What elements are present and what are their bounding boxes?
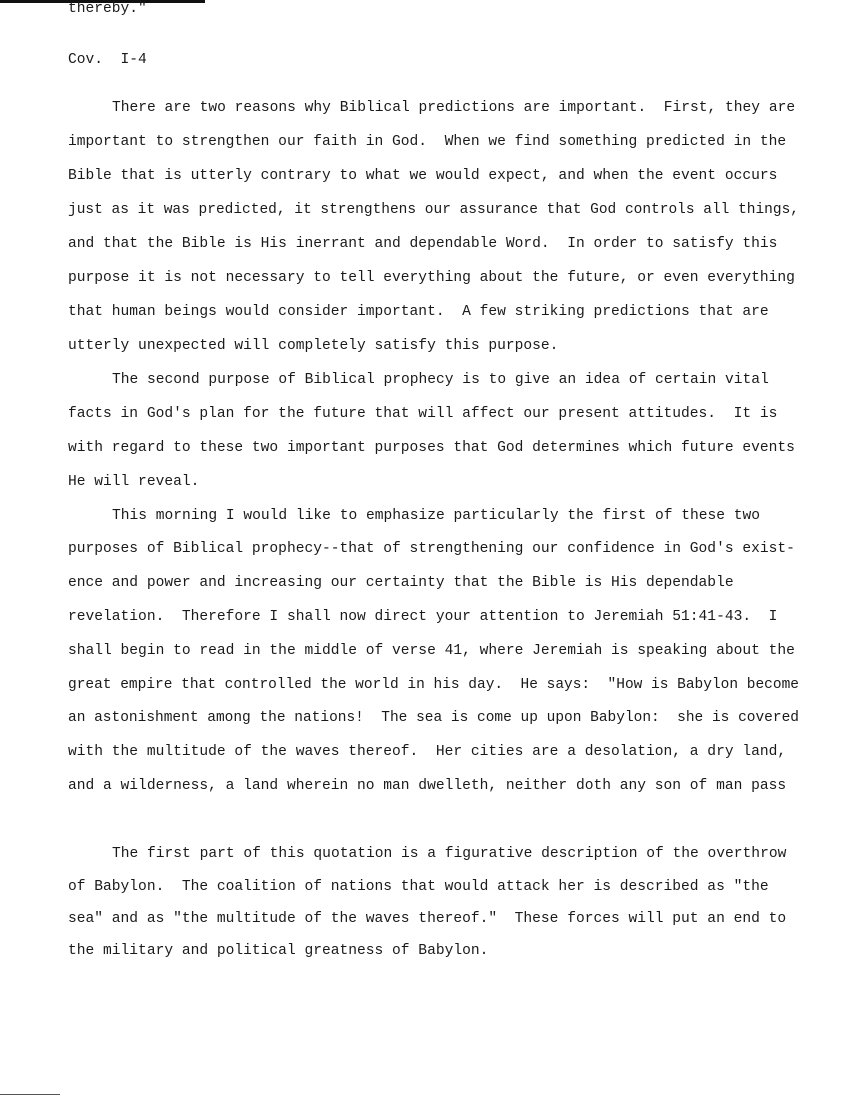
page-header: Cov. I-4 <box>68 52 147 68</box>
text-line: The second purpose of Biblical prophecy is to give an idea of certain vital <box>112 372 769 388</box>
text-line: utterly unexpected will completely satisfy this purpose. <box>68 338 559 354</box>
text-line: with regard to these two important purposes that God determines which future events <box>68 440 795 456</box>
scan-edge-mark <box>0 1094 60 1095</box>
text-line: with the multitude of the waves thereof. Her cities are a desolation, a dry land, <box>68 744 787 760</box>
text-line: ence and power and increasing our certainty that the Bible is His dependable <box>68 575 734 591</box>
text-line: He will reveal. <box>68 474 200 490</box>
text-line: the military and political greatness of Babylon. <box>68 943 489 959</box>
text-line: facts in God's plan for the future that will affect our present attitudes. It is <box>68 406 778 422</box>
text-line: thereby." <box>68 1 147 17</box>
text-line: revelation. Therefore I shall now direct your attention to Jeremiah 51:41-43. I <box>68 609 778 625</box>
text-line: This morning I would like to emphasize particularly the first of these two <box>112 508 761 524</box>
text-line: important to strengthen our faith in God. When we find something predicted in the <box>68 134 787 150</box>
text-line: shall begin to read in the middle of verse 41, where Jeremiah is speaking about the <box>68 643 795 659</box>
text-line: and a wilderness, a land wherein no man dwelleth, neither doth any son of man pass <box>68 778 787 794</box>
text-line: purpose it is not necessary to tell everything about the future, or even everything <box>68 270 795 286</box>
text-line: of Babylon. The coalition of nations that would attack her is described as "the <box>68 879 769 895</box>
text-line: sea" and as "the multitude of the waves thereof." These forces will put an end to <box>68 911 787 927</box>
text-line: an astonishment among the nations! The sea is come up upon Babylon: she is covered <box>68 710 799 726</box>
text-line: The first part of this quotation is a figurative description of the overthrow <box>112 846 787 862</box>
text-line: Bible that is utterly contrary to what we would expect, and when the event occurs <box>68 168 778 184</box>
text-line: and that the Bible is His inerrant and dependable Word. In order to satisfy this <box>68 236 778 252</box>
text-line: that human beings would consider important. A few striking predictions that are <box>68 304 769 320</box>
text-line: purposes of Biblical prophecy--that of strengthening our confidence in God's exist- <box>68 541 795 557</box>
text-line: just as it was predicted, it strengthens our assurance that God controls all things, <box>68 202 799 218</box>
text-line: great empire that controlled the world in his day. He says: "How is Babylon become <box>68 677 799 693</box>
text-line: There are two reasons why Biblical predictions are important. First, they are <box>112 100 796 116</box>
